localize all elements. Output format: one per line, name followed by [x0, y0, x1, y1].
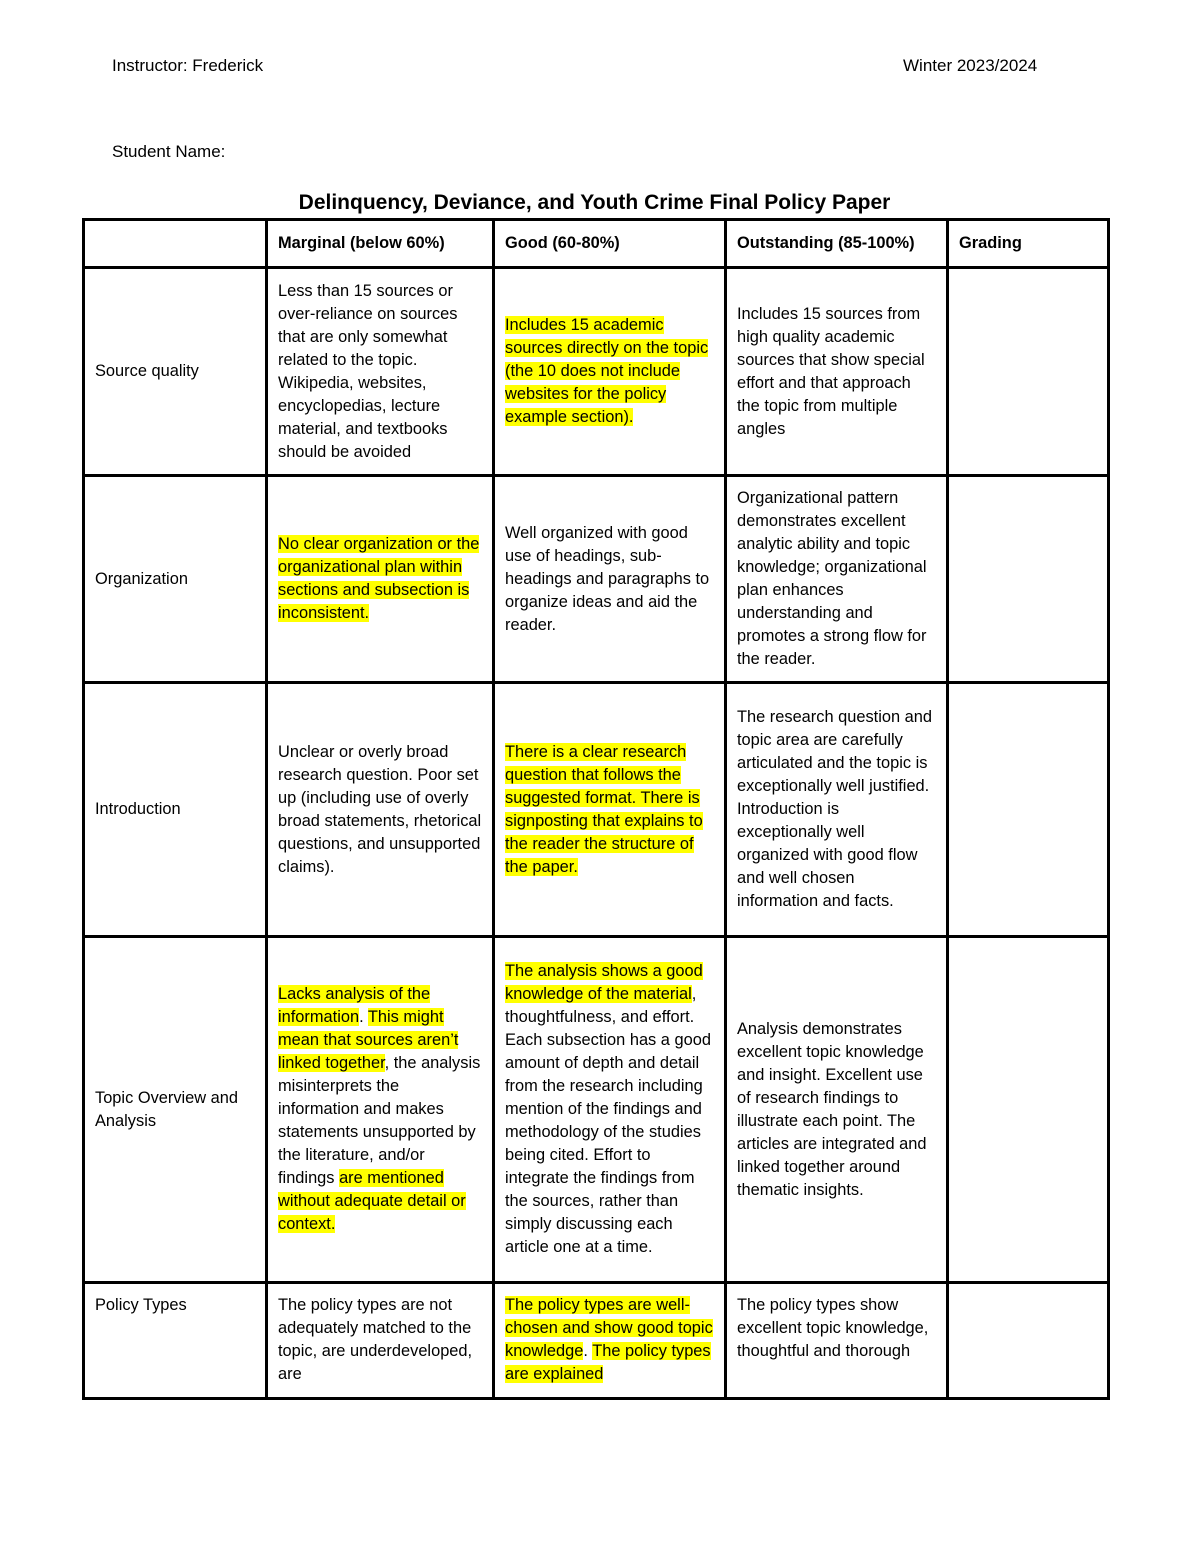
student-name-label: Student Name: — [112, 142, 226, 161]
row-label-topic-overview: Topic Overview and Analysis — [84, 937, 267, 1283]
cell-organization-outstanding: Organizational pattern demonstrates excellent analytic ability and topic knowledge; organizational plan enhances understanding and promotes a strong flow for the reader. — [726, 476, 948, 683]
cell-organization-marginal — [267, 476, 494, 683]
header-cell-marginal: Marginal (below 60%) — [267, 220, 494, 268]
row-label-source-quality: Source quality — [84, 268, 267, 476]
cell-policy-grading[interactable] — [948, 1283, 1109, 1399]
page-title: Delinquency, Deviance, and Youth Crime Final Policy Paper — [298, 191, 891, 214]
highlight: This might mean that sources aren’t linked together — [278, 1008, 459, 1072]
cell-topic-marginal — [267, 937, 494, 1283]
highlight: There is a clear research question that follows the suggested format. There is signposting that explains to the reader the structure of the paper. — [505, 742, 703, 876]
rubric-table — [82, 218, 1110, 1400]
row-label-policy-types: Policy Types — [84, 1283, 267, 1399]
highlight: The policy types are explained — [505, 1342, 711, 1383]
cell-organization-grading[interactable] — [948, 476, 1109, 683]
cell-source-grading[interactable] — [948, 268, 1109, 476]
header-cell-grading: Grading — [948, 220, 1109, 268]
text-run: , the analysis misinterprets the information and makes statements unsupported by the literature, and/or findings — [278, 1054, 481, 1187]
text-run: . — [583, 1342, 593, 1360]
table-row-topic-overview — [84, 937, 1109, 1283]
instructor-label: Instructor: Frederick — [112, 56, 264, 75]
highlight: Includes 15 academic sources directly on the topic (the 10 does not include websites for the policy example section). — [505, 316, 709, 426]
term-label: Winter 2023/2024 — [903, 56, 1038, 75]
cell-policy-marginal: The policy types are not adequately matched to the topic, are underdeveloped, are — [267, 1283, 494, 1399]
cell-topic-outstanding: Analysis demonstrates excellent topic knowledge and insight. Excellent use of research findings to illustrate each point. The articles are integrated and linked together around thematic insights. — [726, 937, 948, 1283]
cell-policy-good — [494, 1283, 726, 1399]
cell-topic-good — [494, 937, 726, 1283]
header-cell-outstanding: Outstanding (85-100%) — [726, 220, 948, 268]
table-row-source-quality — [84, 268, 1109, 476]
table-row-organization — [84, 476, 1109, 683]
highlight: The policy types are well-chosen and show good topic knowledge — [505, 1296, 713, 1360]
row-label-introduction: Introduction — [84, 683, 267, 937]
table-row-policy-types — [84, 1283, 1109, 1399]
header-row — [84, 220, 1109, 268]
cell-introduction-marginal: Unclear or overly broad research question. Poor set up (including use of overly broad statements, rhetorical questions, and unsupported claims). — [267, 683, 494, 937]
table-row-introduction — [84, 683, 1109, 937]
cell-topic-grading[interactable] — [948, 937, 1109, 1283]
cell-introduction-outstanding: The research question and topic area are carefully articulated and the topic is exceptionally well justified. Introduction is exceptionally well organized with good flow and well chosen information and facts. — [726, 683, 948, 937]
text-run: , thoughtfulness, and effort. Each subsection has a good amount of depth and detail from the research including mention of the findings and methodology of the studies being cited. Effort to integrate the findings from the sources, rather than simply discussing each article one at a time. — [505, 985, 711, 1256]
highlight: The analysis shows a good knowledge of the material — [505, 962, 703, 1003]
cell-organization-good: Well organized with good use of headings, sub-headings and paragraphs to organize ideas and aid the reader. — [494, 476, 726, 683]
highlight: are mentioned without adequate detail or context. — [278, 1169, 466, 1233]
header-cell-empty — [84, 220, 267, 268]
cell-introduction-grading[interactable] — [948, 683, 1109, 937]
highlight: Lacks analysis of the information — [278, 985, 431, 1026]
cell-source-outstanding: Includes 15 sources from high quality academic sources that show special effort and that approach the topic from multiple angles — [726, 268, 948, 476]
highlight: No clear organization or the organizational plan within sections and subsection is inconsistent. — [278, 535, 480, 622]
cell-source-good — [494, 268, 726, 476]
header-cell-good: Good (60-80%) — [494, 220, 726, 268]
text-run: . — [359, 1008, 368, 1026]
row-label-organization: Organization — [84, 476, 267, 683]
cell-policy-outstanding: The policy types show excellent topic knowledge, thoughtful and thorough — [726, 1283, 948, 1399]
cell-source-marginal: Less than 15 sources or over-reliance on sources that are only somewhat related to the topic. Wikipedia, websites, encyclopedias, lecture material, and textbooks should be avoided — [267, 268, 494, 476]
cell-introduction-good — [494, 683, 726, 937]
